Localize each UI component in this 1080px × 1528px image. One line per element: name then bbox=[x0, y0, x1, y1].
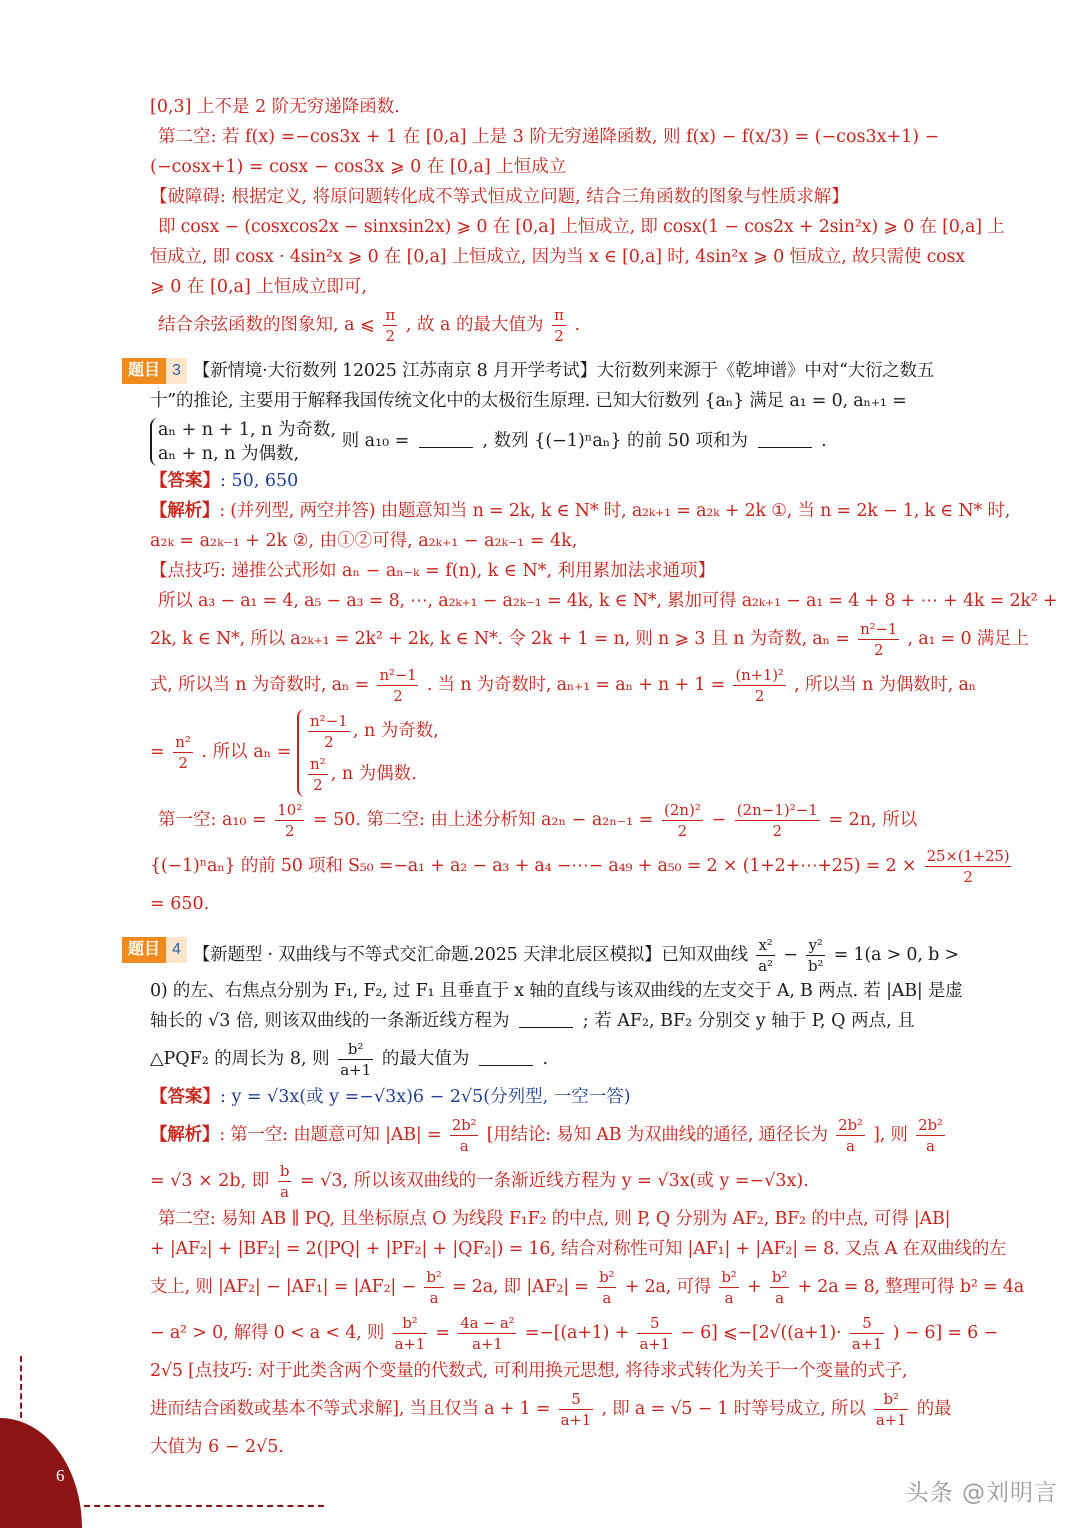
numerator: (n+1)² bbox=[735, 666, 784, 684]
denominator: a bbox=[280, 1182, 290, 1201]
fraction bbox=[338, 1039, 373, 1080]
numerator: 2b² bbox=[918, 1115, 943, 1134]
answer-value: : y = √3x(或 y =−√3x)6 − 2√5(分列型, 一空一答) bbox=[220, 1086, 631, 1107]
solution-line: 第二空: 易知 AB ∥ PQ, 且坐标原点 O 为线段 F₁F₂ 的中点, 则 P, Q 分别为 AF₂, BF₂ 的中点, 可得 |AB| bbox=[158, 1208, 951, 1229]
numerator: x² bbox=[756, 935, 775, 956]
answer-value: : 50, 650 bbox=[220, 471, 299, 491]
question-title: 【新情境·大衍数列 12025 江苏南京 8 月开学考试】大衍数列来源于《乾坤谱》中对“大衍之数五 bbox=[192, 361, 935, 381]
question-title bbox=[193, 935, 959, 976]
fraction bbox=[637, 1313, 671, 1354]
denominator: 2 bbox=[772, 821, 783, 840]
numerator: 10² bbox=[277, 800, 303, 819]
denominator: a+1 bbox=[472, 1334, 503, 1353]
question-3-header bbox=[122, 356, 990, 386]
case-line: aₙ + n + 1, n 为奇数, bbox=[158, 419, 337, 440]
hint-line: 【破障碍: 根据定义, 将原问题转化成不等式恒成立问题, 结合三角函数的图象与性质求解】 bbox=[150, 187, 849, 207]
answer-blank bbox=[479, 1047, 533, 1066]
text-segment: 第一空: a₁₀ = bbox=[158, 809, 267, 830]
question-text bbox=[150, 416, 990, 466]
numerator: 4a − a² bbox=[460, 1313, 515, 1332]
page-number: 6 bbox=[56, 1466, 65, 1485]
numerator: n²−1 bbox=[379, 666, 417, 684]
text-segment: = √3, 所以该双曲线的一条渐近线方程为 y = √3x(或 y =−√3x). bbox=[300, 1170, 809, 1191]
question-badge bbox=[122, 937, 187, 963]
dashed-border-vertical bbox=[20, 1356, 22, 1418]
numerator: n² bbox=[310, 754, 326, 773]
fraction bbox=[719, 1267, 738, 1308]
text-segment: + 2a = 8, 整理可得 b² = 4a bbox=[797, 1276, 1025, 1297]
text-segment: . 当 n 为奇数时, aₙ₊₁ = aₙ + n + 1 = bbox=[426, 675, 726, 695]
numerator: π bbox=[385, 306, 396, 324]
numerator: b² bbox=[771, 1267, 788, 1286]
numerator: b² bbox=[874, 1389, 908, 1410]
fraction bbox=[552, 305, 566, 346]
solution-line bbox=[150, 1264, 1025, 1310]
text-segment: = √3 × 2b, 即 bbox=[150, 1170, 270, 1191]
text-segment: △PQF₂ 的周长为 8, 则 bbox=[150, 1048, 330, 1069]
solution-line: 大值为 6 − 2√5. bbox=[150, 1436, 284, 1457]
fraction bbox=[383, 305, 397, 346]
numerator: 2b² bbox=[838, 1115, 863, 1134]
numerator: b² bbox=[338, 1039, 373, 1060]
fraction bbox=[275, 800, 304, 841]
text-line: (−cosx+1) = cosx − cos3x ⩾ 0 在 [0,a] 上恒成立 bbox=[150, 157, 567, 177]
page-corner-tab bbox=[0, 1418, 82, 1528]
numerator: b² bbox=[721, 1267, 737, 1286]
question-text: 十”的推论, 主要用于解释我国传统文化中的太极衍生原理. 已知大衍数列 {aₙ} 满足 a₁ = 0, aₙ₊₁ = bbox=[150, 391, 907, 411]
fraction bbox=[770, 1267, 789, 1308]
numerator: (2n)² bbox=[663, 800, 701, 819]
text-segment: , 数列 {(−1)ⁿaₙ} 的前 50 项和为 bbox=[482, 431, 748, 451]
fraction bbox=[806, 935, 825, 976]
page-content bbox=[128, 92, 1058, 1462]
text-segment: =−[(a+1) + bbox=[524, 1322, 630, 1343]
text-line: ⩾ 0 在 [0,a] 上恒成立即可, bbox=[150, 277, 367, 297]
denominator: 2 bbox=[963, 867, 973, 886]
denominator: b² bbox=[808, 956, 824, 975]
text-segment: . bbox=[542, 1048, 549, 1069]
fraction bbox=[735, 800, 820, 841]
case-line bbox=[305, 711, 439, 752]
fraction bbox=[458, 1313, 516, 1354]
denominator: 2 bbox=[554, 327, 564, 345]
text-line bbox=[150, 302, 990, 348]
text-segment: 轴长的 √3 倍, 则该双曲线的一条渐近线方程为 bbox=[150, 1010, 510, 1031]
denominator: 2 bbox=[754, 687, 765, 705]
denominator: 2 bbox=[385, 327, 396, 345]
text-segment: − bbox=[783, 944, 798, 965]
denominator: a+1 bbox=[560, 1410, 592, 1429]
numerator: n²−1 bbox=[860, 620, 898, 638]
solution-line bbox=[150, 662, 990, 708]
text-segment: = 2a, 即 |AF₂| = bbox=[451, 1276, 589, 1297]
text-segment: . bbox=[574, 315, 581, 335]
text-segment: − 6] ⩽−[2√((a+1)· bbox=[680, 1322, 842, 1343]
denominator: a bbox=[846, 1136, 855, 1155]
numerator: 5 bbox=[637, 1313, 671, 1334]
text-line: 即 cosx − (cosxcos2x − sinxsin2x) ⩾ 0 在 [0,a] 上恒成立, 即 cosx(1 − cos2x + 2sin²x) ⩾ 0 在 [0,a] 上 bbox=[158, 217, 1005, 237]
text-segment: , 所以当 n 为偶数时, aₙ bbox=[794, 675, 977, 695]
denominator: a bbox=[459, 1136, 469, 1155]
numerator: (2n−1)²−1 bbox=[736, 800, 818, 819]
solution-line bbox=[150, 616, 1029, 662]
numerator: π bbox=[554, 306, 564, 324]
question-text bbox=[150, 1006, 990, 1036]
solution-tag: 【解析】 bbox=[150, 1124, 220, 1145]
piecewise-brace bbox=[297, 709, 439, 797]
watermark: 头条 @刘明言 bbox=[905, 1480, 1058, 1506]
fraction bbox=[756, 935, 775, 976]
solution-tag: 【解析】 bbox=[150, 501, 220, 521]
denominator: 2 bbox=[873, 641, 884, 659]
badge-number: 3 bbox=[166, 358, 187, 384]
answer-blank bbox=[758, 429, 812, 448]
answer-line bbox=[150, 1082, 990, 1112]
solution-line bbox=[150, 843, 1010, 889]
numerator: 5 bbox=[559, 1389, 593, 1410]
denominator: a bbox=[602, 1288, 612, 1307]
text-segment: ], 则 bbox=[873, 1124, 908, 1145]
dashed-border-horizontal bbox=[84, 1505, 324, 1507]
text-segment: = 2n, 所以 bbox=[828, 809, 918, 830]
denominator: 2 bbox=[285, 821, 295, 840]
text-segment: 【新题型 · 双曲线与不等式交汇命题.2025 天津北辰区模拟】已知双曲线 bbox=[192, 944, 748, 965]
numerator: 2b² bbox=[451, 1115, 477, 1134]
answer-blank bbox=[519, 1009, 573, 1028]
text-line: [0,3] 上不是 2 阶无穷递降函数. bbox=[150, 97, 400, 117]
solution-line: = 650. bbox=[150, 893, 210, 914]
text-segment: : 第一空: 由题意可知 |AB| = bbox=[219, 1124, 442, 1145]
text-segment: : (并列型, 两空并答) 由题意知当 n = 2k, k ∈ N* 时, a₂ₖ₊₁ = a₂ₖ + 2k ①, 当 n = 2k − 1, k ∈ N* 时, bbox=[219, 501, 1011, 521]
badge-label: 题目 bbox=[122, 358, 166, 384]
badge-label: 题目 bbox=[122, 937, 166, 963]
text-segment: . bbox=[821, 431, 827, 451]
fraction bbox=[393, 1313, 427, 1354]
solution-line bbox=[150, 1386, 990, 1432]
solution-line: 所以 a₃ − a₁ = 4, a₅ − a₃ = 8, ⋯, a₂ₖ₊₁ − a₂ₖ₋₁ = 4k, k ∈ N*, 累加可得 a₂ₖ₊₁ − a₁ = 4 + 8 + ⋯ + 4k = 2k² + bbox=[158, 591, 1058, 611]
denominator: a+1 bbox=[851, 1334, 883, 1353]
denominator: 2 bbox=[313, 775, 323, 794]
solution-line bbox=[150, 708, 990, 797]
fraction bbox=[858, 619, 899, 660]
text-segment: , n 为偶数. bbox=[330, 763, 417, 784]
denominator: 2 bbox=[324, 732, 334, 751]
solution-line: 2√5 [点技巧: 对于此类含两个变量的代数式, 可利用换元思想, 将待求式转化为关于一个变量的式子, bbox=[150, 1360, 908, 1381]
badge-number: 4 bbox=[166, 937, 187, 963]
text-segment: − bbox=[711, 809, 727, 830]
numerator: b² bbox=[393, 1313, 427, 1334]
text-segment: 结合余弦函数的图象知, a ⩽ bbox=[158, 315, 375, 335]
denominator: a+1 bbox=[394, 1334, 426, 1353]
numerator: n² bbox=[175, 733, 191, 751]
text-segment: ) − 6] = 6 − bbox=[892, 1322, 998, 1343]
denominator: 2 bbox=[393, 687, 403, 705]
numerator: y² bbox=[806, 935, 825, 956]
answer-line bbox=[150, 466, 990, 496]
solution-line: + |AF₂| + |BF₂| = 2(|PQ| + |PF₂| + |QF₂|) = 16, 结合对称性可知 |AF₁| + |AF₂| = 8. 又点 A 在双曲线的左 bbox=[150, 1238, 1007, 1259]
denominator: a+1 bbox=[639, 1334, 670, 1353]
text-segment: . 所以 aₙ = bbox=[201, 742, 292, 762]
text-segment: [用结论: 易知 AB 为双曲线的通径, 通径长为 bbox=[486, 1124, 828, 1145]
fraction bbox=[173, 732, 193, 773]
case-line bbox=[305, 754, 439, 795]
fraction bbox=[916, 1115, 945, 1156]
answer-blank bbox=[419, 429, 473, 448]
text-segment: − a² > 0, 解得 0 < a < 4, 则 bbox=[150, 1322, 385, 1343]
fraction bbox=[377, 665, 418, 706]
question-text bbox=[150, 1036, 990, 1082]
solution-line bbox=[150, 496, 1011, 526]
fraction bbox=[278, 1161, 292, 1202]
text-segment: 的最大值为 bbox=[381, 1048, 470, 1069]
solution-line bbox=[150, 1310, 998, 1356]
fraction bbox=[450, 1115, 479, 1156]
text-segment: + 2a, 可得 bbox=[624, 1276, 712, 1297]
denominator: a² bbox=[758, 956, 773, 975]
text-segment: = 1(a > 0, b > bbox=[833, 944, 959, 965]
fraction bbox=[836, 1115, 865, 1156]
fraction bbox=[308, 711, 350, 752]
text-line: 第二空: 若 f(x) =−cos3x + 1 在 [0,a] 上是 3 阶无穷递降函数, 则 f(x) − f(x/3) = (−cos3x+1) − bbox=[158, 127, 940, 147]
question-4-header bbox=[122, 935, 990, 976]
denominator: a+1 bbox=[875, 1410, 907, 1429]
text-segment: , a₁ = 0 满足上 bbox=[907, 629, 1029, 649]
numerator: 5 bbox=[850, 1313, 884, 1334]
fraction bbox=[662, 800, 703, 841]
text-segment: , 即 a = √5 − 1 时等号成立, 所以 bbox=[601, 1398, 866, 1419]
numerator: b² bbox=[599, 1267, 615, 1286]
piecewise-brace bbox=[150, 418, 336, 466]
denominator: a bbox=[724, 1288, 734, 1307]
text-segment: = bbox=[150, 742, 165, 762]
solution-line bbox=[150, 797, 990, 843]
text-segment: 进而结合函数或基本不等式求解], 当且仅当 a + 1 = bbox=[150, 1398, 551, 1419]
text-segment: ; 若 AF₂, BF₂ 分别交 y 轴于 P, Q 两点, 且 bbox=[582, 1010, 915, 1031]
text-segment: = 50. 第二空: 由上述分析知 a₂ₙ − a₂ₙ₋₁ = bbox=[312, 809, 654, 830]
text-segment: 式, 所以当 n 为奇数时, aₙ = bbox=[150, 675, 370, 695]
answer-tag: 【答案】 bbox=[150, 1086, 220, 1107]
hint-line: 【点技巧: 递推公式形如 aₙ − aₙ₋ₖ = f(n), k ∈ N*, 利用累加法求通项】 bbox=[150, 561, 716, 581]
numerator: b² bbox=[426, 1267, 442, 1286]
denominator: a bbox=[926, 1136, 935, 1155]
numerator: 25×(1+25) bbox=[926, 846, 1010, 865]
solution-line: a₂ₖ = a₂ₖ₋₁ + 2k ②, 由①②可得, a₂ₖ₊₁ − a₂ₖ₋₁ = 4k, bbox=[150, 531, 578, 551]
text-segment: = bbox=[435, 1322, 450, 1343]
numerator: n²−1 bbox=[310, 711, 348, 730]
fraction bbox=[308, 754, 328, 795]
denominator: a bbox=[429, 1288, 439, 1307]
solution-line bbox=[150, 1158, 990, 1204]
fraction bbox=[874, 1389, 908, 1430]
text-segment: , 故 a 的最大值为 bbox=[405, 315, 544, 335]
solution-line bbox=[150, 1112, 990, 1158]
denominator: 2 bbox=[178, 754, 188, 772]
text-segment: , n 为奇数, bbox=[352, 720, 439, 741]
fraction bbox=[597, 1267, 616, 1308]
question-text: 0) 的左、右焦点分别为 F₁, F₂, 过 F₁ 且垂直于 x 轴的直线与该双曲线的左支交于 A, B 两点. 若 |AB| 是虚 bbox=[150, 980, 963, 1001]
question-badge bbox=[122, 358, 187, 384]
text-line: 恒成立, 即 cosx · 4sin²x ⩾ 0 在 [0,a] 上恒成立, 因为当 x ∈ [0,a] 时, 4sin²x ⩾ 0 恒成立, 故只需使 cosx bbox=[150, 247, 965, 267]
fraction bbox=[733, 665, 785, 706]
text-segment: 2k, k ∈ N*, 所以 a₂ₖ₊₁ = 2k² + 2k, k ∈ N*. 令 2k + 1 = n, 则 n ⩾ 3 且 n 为奇数, aₙ = bbox=[150, 629, 850, 649]
answer-tag: 【答案】 bbox=[150, 471, 220, 491]
numerator: b bbox=[279, 1161, 290, 1180]
text-segment: 的最 bbox=[916, 1398, 952, 1419]
denominator: a+1 bbox=[340, 1060, 372, 1079]
fraction bbox=[850, 1313, 884, 1354]
case-line: aₙ + n, n 为偶数, bbox=[158, 443, 300, 464]
text-segment: {(−1)ⁿaₙ} 的前 50 项和 S₅₀ =−a₁ + a₂ − a₃ + a₄ −⋯− a₄₉ + a₅₀ = 2 × (1+2+⋯+25) = 2 × bbox=[150, 855, 917, 876]
denominator: a bbox=[775, 1288, 784, 1307]
text-segment: 则 a₁₀ = bbox=[341, 431, 410, 451]
fraction bbox=[559, 1389, 593, 1430]
denominator: 2 bbox=[677, 821, 688, 840]
text-segment: 支上, 则 |AF₂| − |AF₁| = |AF₂| − bbox=[150, 1276, 416, 1297]
text-segment: + bbox=[747, 1276, 762, 1297]
fraction bbox=[424, 1267, 443, 1308]
fraction bbox=[925, 846, 1012, 887]
